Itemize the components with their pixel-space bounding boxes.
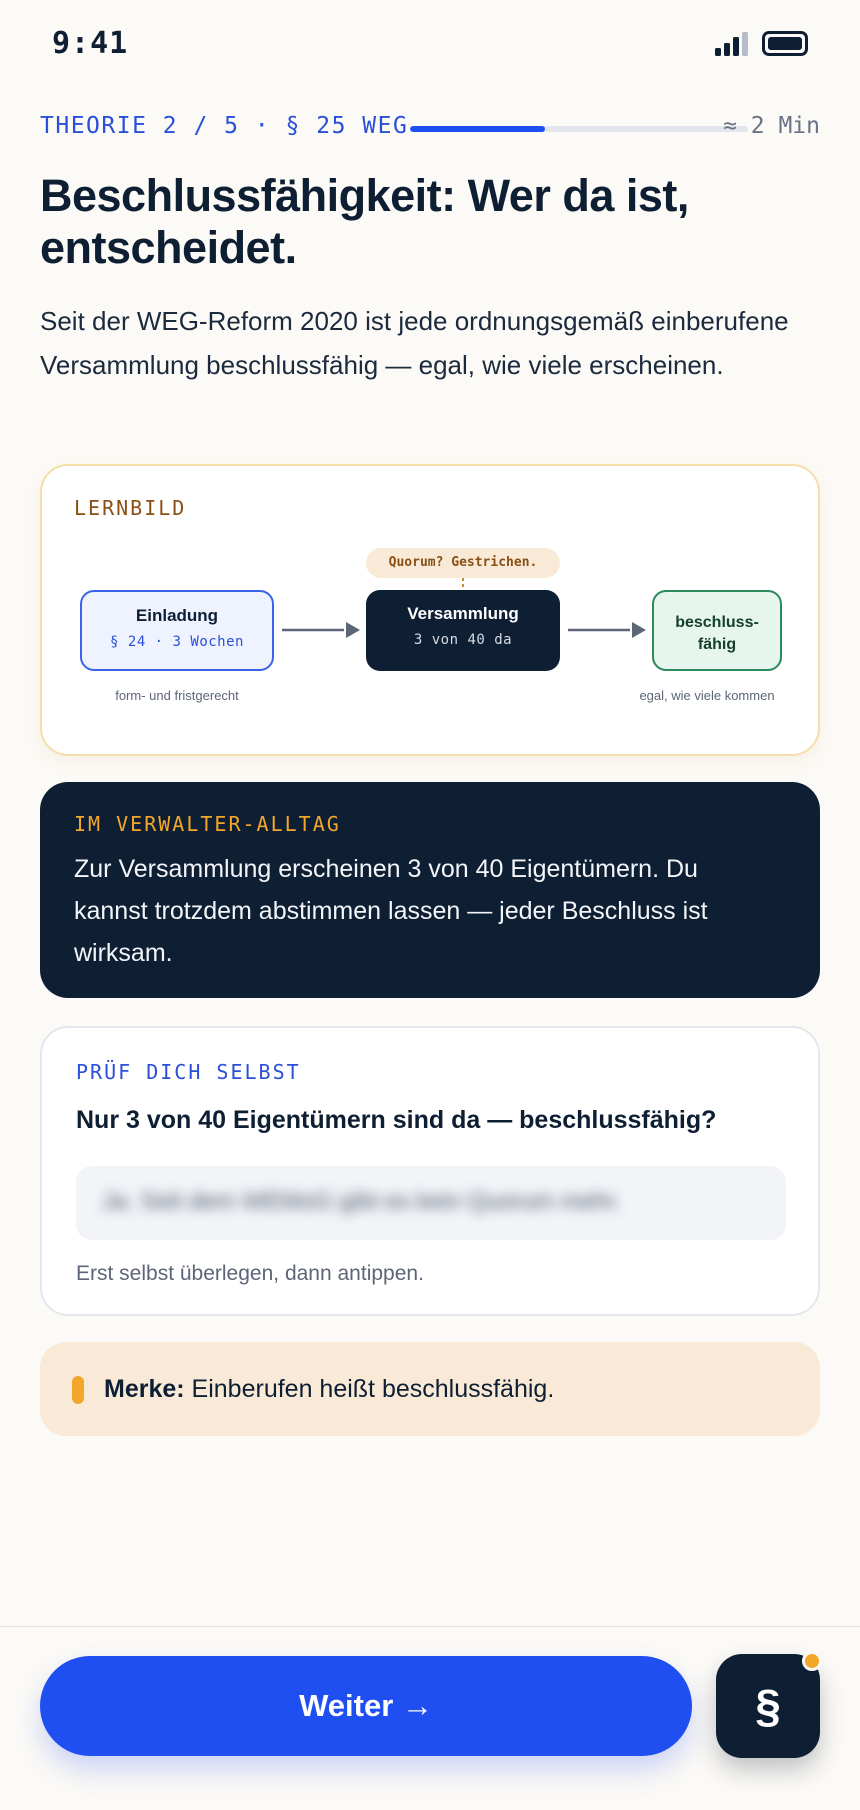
status-bar — [0, 0, 860, 90]
page-title: Beschlussfähigkeit: Wer da ist, entscheidet. — [40, 170, 689, 273]
hidden-answer: Ja. Seit dem WEMoG gibt es kein Quorum mehr. — [102, 1188, 621, 1215]
self-check-question: Nur 3 von 40 Eigentümern sind da — beschlussfähig? — [76, 1106, 717, 1134]
node-versammlung — [366, 590, 560, 671]
flow-arrowhead-2 — [632, 622, 646, 638]
node-versammlung-title: Versammlung — [407, 604, 519, 623]
lead-paragraph: Seit der WEG-Reform 2020 ist jede ordnungsgemäß einberufene Versammlung beschlussfähig — egal, wie viele erscheinen. — [40, 306, 789, 380]
battery-icon — [762, 31, 808, 56]
takeaway-label: Merke: — [104, 1375, 185, 1403]
practice-label: IM VERWALTER-ALLTAG — [74, 812, 341, 836]
lesson-progress-header — [40, 113, 820, 145]
node-einladung-title: Einladung — [135, 606, 219, 625]
takeaway-body: Einberufen heißt beschlussfähig. — [191, 1375, 555, 1403]
signal-icon — [715, 32, 749, 56]
takeaway-marker — [72, 1376, 84, 1404]
self-check-label: PRÜF DICH SELBST — [76, 1060, 301, 1084]
self-check-hint: Erst selbst überlegen, dann antippen. — [76, 1262, 424, 1285]
node-einladung-sub: § 24 · 3 Wochen — [110, 634, 244, 650]
key-takeaway — [40, 1342, 820, 1436]
reveal-answer-button[interactable] — [76, 1166, 786, 1240]
lernbild-card — [40, 464, 820, 756]
law-reference-button[interactable]: § — [716, 1654, 820, 1758]
continue-button[interactable]: Weiter → — [40, 1656, 692, 1756]
node-versammlung-sub: 3 von 40 da — [413, 632, 513, 648]
node-einladung — [80, 590, 274, 671]
practice-card — [40, 782, 820, 998]
takeaway-text — [104, 1375, 554, 1404]
self-check-card — [40, 1026, 820, 1316]
flow-arrowhead-1 — [346, 622, 360, 638]
progress-bar-fill — [410, 126, 545, 132]
reading-time: ≈ 2 Min — [723, 113, 820, 139]
bottom-divider — [0, 1626, 860, 1627]
breadcrumb: THEORIE 2 / 5 · § 25 WEG — [40, 113, 409, 139]
practice-text: Zur Versammlung erscheinen 3 von 40 Eigentümern. Du kannst trotzdem abstimmen lassen — jeder Beschluss ist wirksam. — [74, 855, 708, 967]
quorum-annotation: Quorum? Gestrichen. — [366, 548, 560, 578]
notification-dot — [802, 1651, 822, 1671]
node-beschlussfaehig-title: beschluss- fähig — [675, 614, 759, 653]
progress-bar — [410, 126, 748, 132]
lernbild-label: LERNBILD — [74, 496, 187, 520]
node-beschlussfaehig — [652, 590, 782, 671]
caption-beschlussfaehig: egal, wie viele kommen — [639, 688, 775, 703]
status-time: 9:41 — [52, 26, 129, 61]
caption-einladung: form- und fristgerecht — [115, 688, 239, 703]
